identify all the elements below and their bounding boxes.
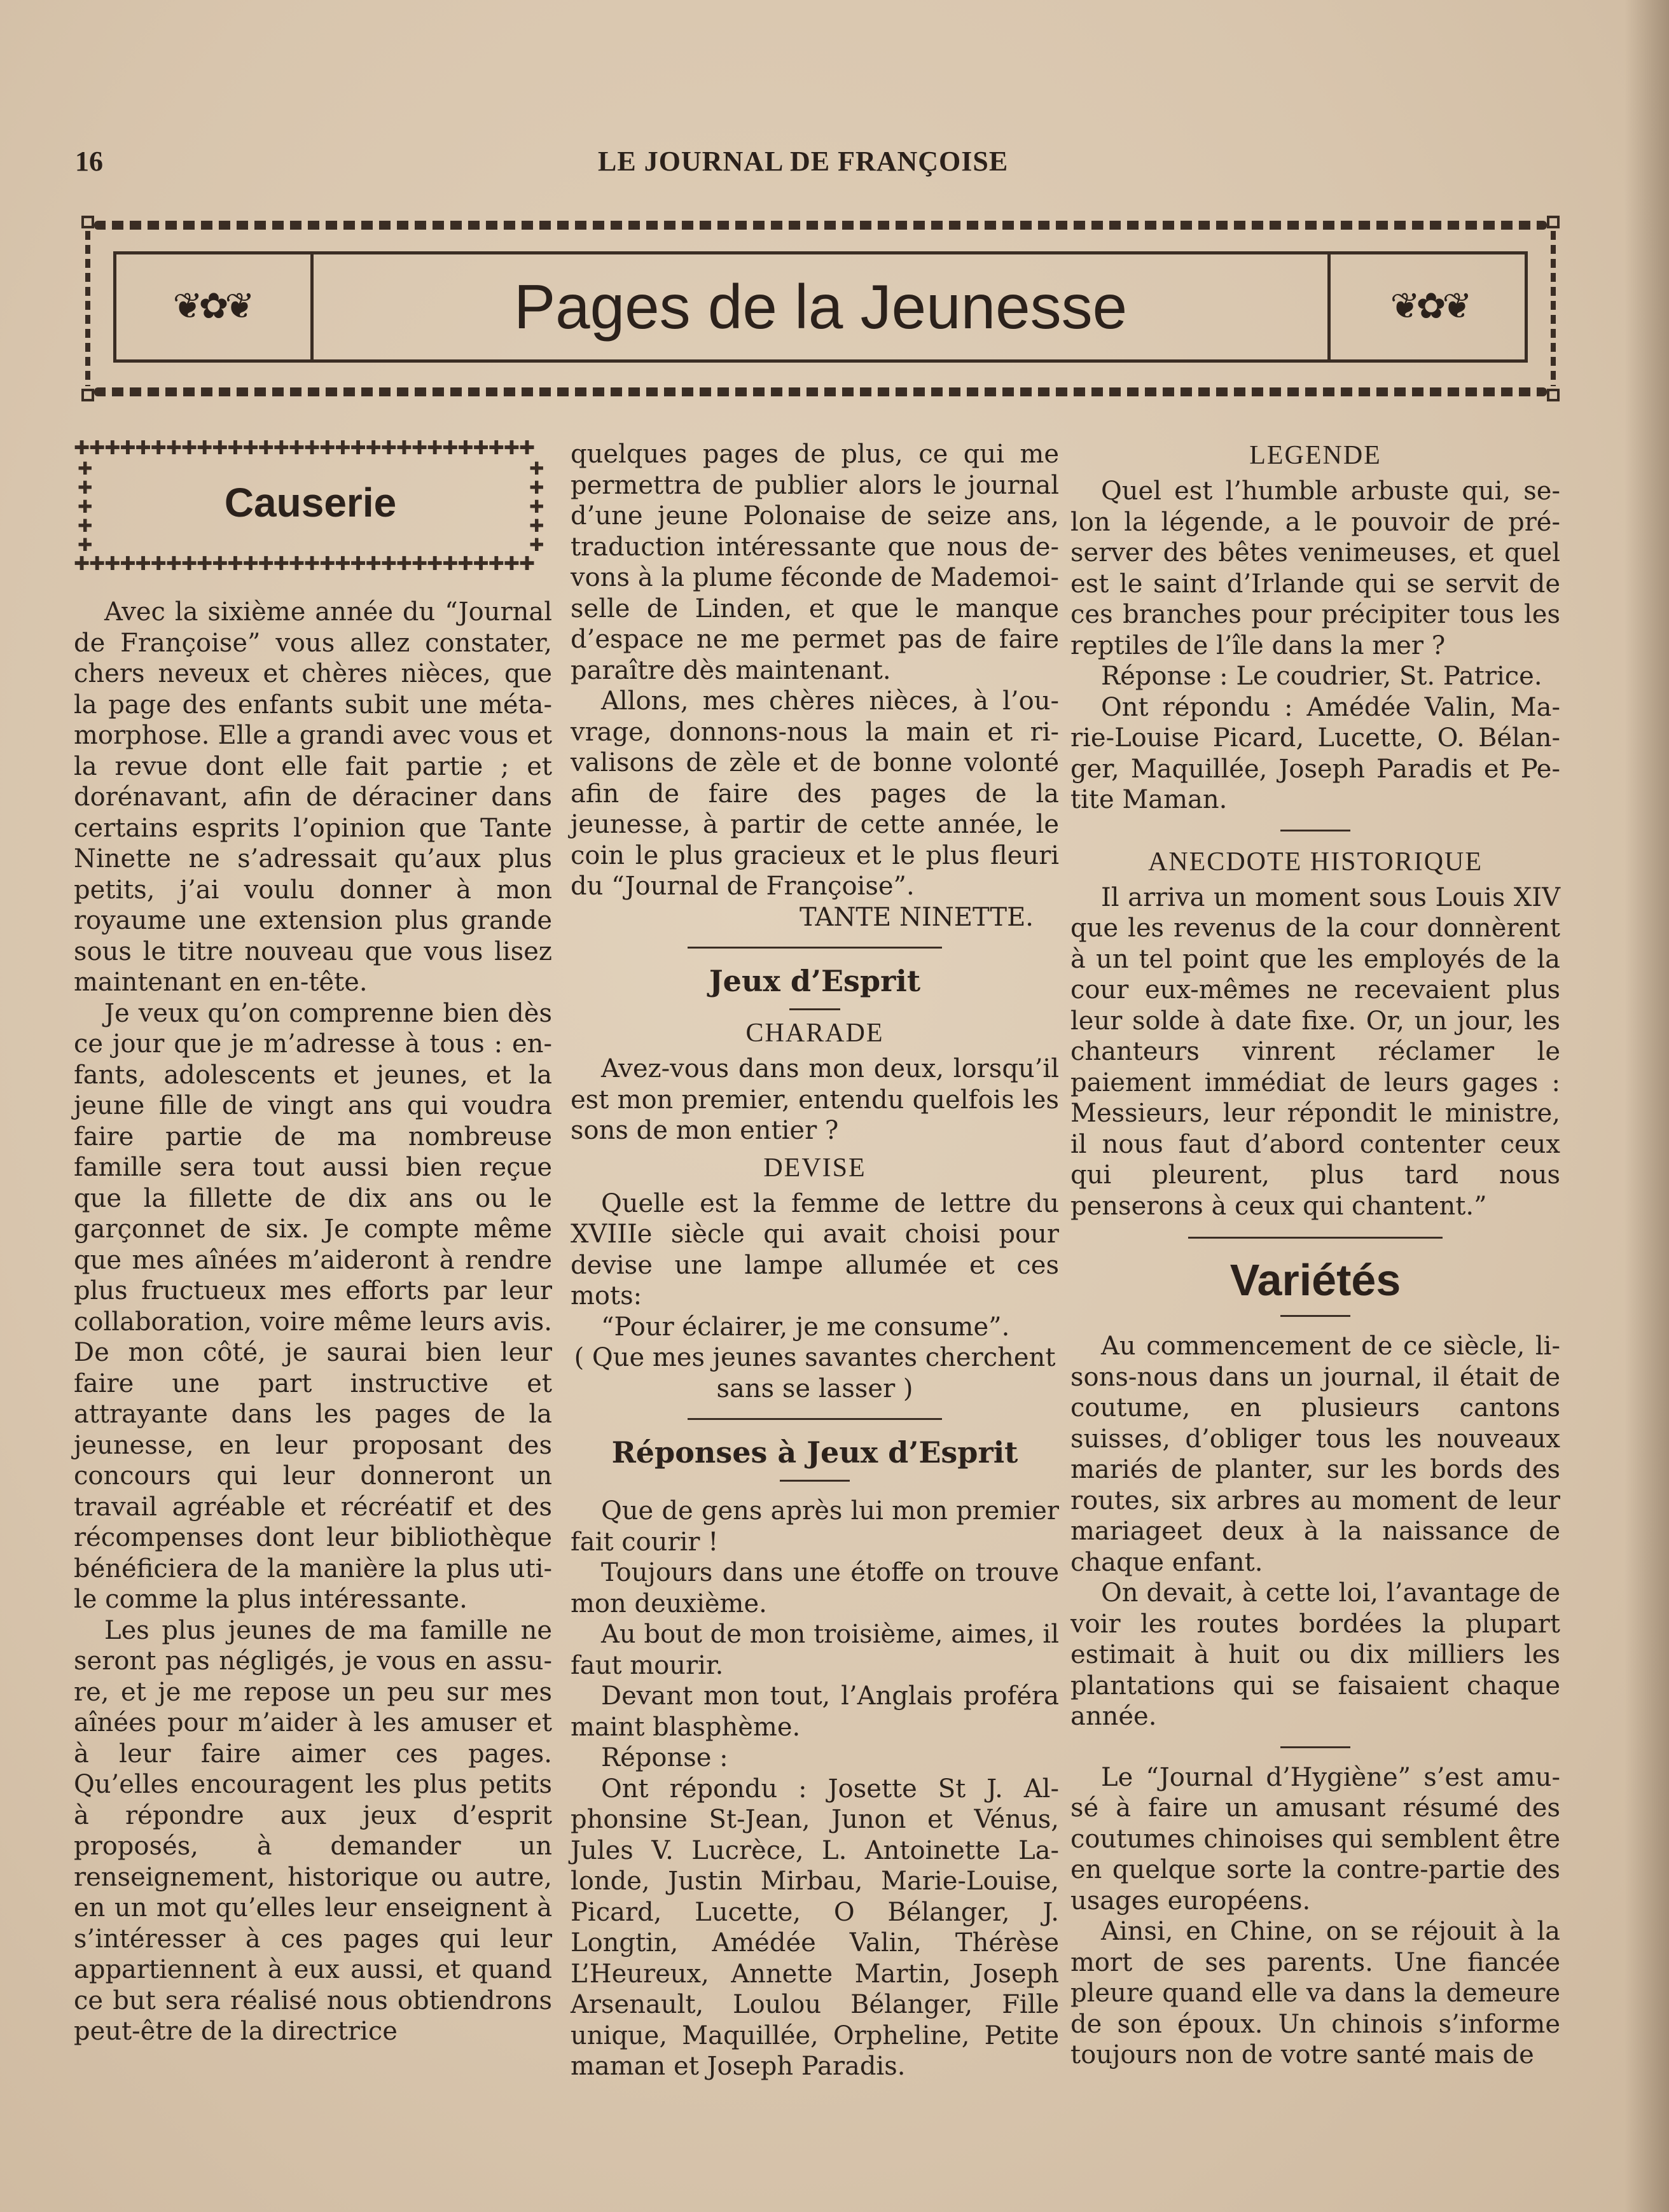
anecdote-text: Il arriva un moment sous Louis XIV que les revenus de la cour donnèrent à un tel point que les employés de la cour eux-mêmes ne recevaient plus leur solde à date fixe. Or, un jour, les chanteurs vinrent réclamer le paiement immédiat de leurs gages : Messieurs, leur répondit le ministre, il nous faut d’abord contenter ceux qui pleurent, plus tard nous penserons à ceux qui chantent.” [1070,882,1560,1221]
banner-box [113,251,1528,363]
legende-answer: Réponse : Le coudrier, St. Patrice. [1101,662,1542,691]
page-number: 16 [75,146,103,177]
title-underline [1280,1315,1350,1317]
reponses-line: Au bout de mon troisième, aimes, il faut mourir. [571,1620,1059,1680]
reponses-respondents: Ont répondu : Josette St J. Alphonsine St-Jean, Junon et Vénus, Jules V. Lucrèce, L. Antoinette Lalonde, Justin Mirbau, Marie-Louise, Picard, Lucette, O Bélanger, J. Longtin, Amédée Valin, Thérèse L’Heureux, Annette Martin, Joseph Arsenault, Loulou Bélanger, Fille unique, Maquillée, Orpheline, Petite maman et Joseph Paradis. [571,1774,1059,2081]
anecdote-title: ANECDOTE HISTORIQUE [1147,847,1483,877]
varietes-paragraph: On devait, à cette loi, l’avantage de voir les routes bordées la plupart estimait à huit ou dix milliers les plantations qui se faisaient chaque année. [1070,1578,1560,1731]
causerie-heading-box [74,439,547,585]
causerie-continuation: Allons, mes chères nièces, à l’ouvrage, donnons-nous la main et rivalisons de zèle et de bonne volonté afin de faire des pages de la jeunesse, à partir de cette année, le coin le plus gracieux et le plus fleuri du “Journal de Françoise”. [571,686,1059,901]
section-divider [1188,1237,1443,1239]
devise-text: Quelle est la femme de lettre du XVIIIe siècle qui avait choisi pour devise une lampe allumée et ces mots: [571,1188,1059,1311]
leaf-ornament-icon: ❦✿❦ [172,286,251,327]
signature: TANTE NINETTE. [800,902,1034,932]
legende-question: Quel est l’humble arbuste qui, selon la légende, a le pouvoir de préserver des bêtes venimeuses, et quel est le saint d’Irlande qui se servit de ces branches pour précipiter tous les reptiles de l’île dans la mer ? [1070,476,1560,660]
section-divider [1280,830,1350,831]
corner-ornament [81,216,94,228]
plus-border-left: ✚ ✚ ✚ ✚ ✚ [78,458,93,555]
leaf-ornament-icon: ❦✿❦ [1390,286,1469,327]
section-divider [688,947,942,949]
varietes-paragraph: Ainsi, en Chine, on se réjouit à la mort de ses parents. Une fiancée pleure quand elle va dans la demeure de son époux. Un chinois s’informe toujours non de votre santé mais de [1070,1917,1560,2069]
reponses-line: Réponse : [601,1743,728,1772]
varietes-paragraph: Au commencement de ce siècle, lisons-nous dans un journal, il était de coutume, en plusieurs cantons suisses, d’obliger tous les nouveaux mariés de planter, sur les bords des routes, six arbres au moment de leur mariageet deux à la naissance de chaque enfant. [1070,1332,1560,1577]
title-underline [780,1480,850,1482]
journal-title: LE JOURNAL DE FRANÇOISE [598,146,1009,177]
column-2 [571,439,1059,2082]
legende-title: LEGENDE [1249,441,1382,470]
reponses-line: Que de gens après lui mon premier fait courir ! [571,1496,1059,1557]
causerie-paragraph: Je veux qu’on comprenne bien dès ce jour que je m’adresse à tous : enfants, adolescents et jeunes, et la jeune fille de vingt ans qui voudra faire partie de ma nombreuse famille sera tout aussi bien reçue que la fillette de dix ans ou le garçonnet de six. Je compte même que mes aînées m’aideront à rendre plus fructueux mes efforts par leur collaboration, voire même leurs avis. De mon côté, je saurai bien leur faire une part instructive et attrayante dans les pages de la jeunesse, en leur proposant des concours qui leur donneront un travail agréable et récréatif et des récompenses dont leur bibliothèque bénéficiera de la manière la plus utile comme la plus intéressante. [74,998,552,1614]
varietes-title: Variétés [1229,1255,1401,1305]
ornament-border-right [1551,231,1556,386]
plus-border-top: ✚✚✚✚✚✚✚✚✚✚✚✚✚✚✚✚✚✚✚✚✚✚✚✚✚✚✚✚✚✚ [74,439,535,458]
devise-quote: “Pour éclairer, je me consume”. [601,1312,1010,1342]
reponses-line: Devant mon tout, l’Anglais proféra maint blasphème. [571,1681,1059,1742]
ornament-border-left [85,231,90,386]
varietes-paragraph: Le “Journal d’Hygiène” s’est amusé à faire un amusant résumé des coutumes chinoises qui semblent être en quelque sorte la contre-partie des usages européens. [1070,1762,1560,1916]
corner-ornament [1547,216,1560,228]
section-divider [1280,1746,1350,1748]
column-1 [74,439,552,2047]
gutter-shadow [1624,0,1669,2212]
charade-title: CHARADE [745,1019,884,1048]
reponses-title: Réponses à Jeux d’Esprit [611,1435,1018,1470]
charade-text: Avez-vous dans mon deux, lorsqu’il est mon premier, entendu quelfois les sons de mon entier ? [571,1054,1059,1145]
causerie-title: Causerie [224,480,397,525]
corner-ornament [1547,389,1560,401]
ornament-border-bottom [94,387,1547,396]
corner-ornament [81,389,94,401]
devise-note: ( Que mes jeunes savantes cherchent sans se lasser ) [574,1343,1056,1403]
running-head [0,145,1669,183]
section-banner [81,213,1560,404]
causerie-paragraph: Les plus jeunes de ma famille ne seront pas négligés, je vous en assure, et je me repose un peu sur mes aînées pour m’aider à les amuser et à leur faire aimer ces pages. Qu’elles encouragent les plus petits à répondre aux jeux d’esprit proposés, à demander un renseignement, historique ou autre, en un mot qu’elles leur enseignent à s’intéresser à ces pages qui leur appartiennent à eux aussi, et quand ce but sera réalisé nous obtiendrons peut-être de la directrice [74,1615,552,2046]
causerie-continuation: quelques pages de plus, ce qui me permettra de publier alors le journal d’une jeune Polonaise de seize ans, traduction intéressante que nous devons à la plume féconde de Mademoiselle de Linden, et que le manque d’espace ne me permet pas de faire paraître dès maintenant. [571,440,1059,685]
section-divider [688,1418,942,1420]
jeux-title: Jeux d’Esprit [709,964,921,998]
plus-border-right: ✚ ✚ ✚ ✚ ✚ [529,458,544,555]
devise-title: DEVISE [763,1153,866,1183]
causerie-paragraph: Avec la sixième année du “Journal de Françoise” vous allez constater, chers neveux et chères nièces, que la page des enfants subit une métamorphose. Elle a grandi avec vous et la revue dont elle fait partie ; et dorénavant, afin de déraciner dans certains esprits l’opinion que Tante Ninette ne s’adressait qu’aux plus petits, j’ai voulu donner à mon royaume une extension plus grande sous le titre nouveau que vous lisez maintenant en en-tête. [74,597,552,997]
ornament-border-top [94,221,1547,230]
banner-divider [1327,254,1331,359]
plus-border-bottom: ✚✚✚✚✚✚✚✚✚✚✚✚✚✚✚✚✚✚✚✚✚✚✚✚✚✚✚✚✚✚ [74,555,535,574]
title-underline [789,1008,840,1010]
column-3 [1070,439,1560,2071]
reponses-line: Toujours dans une étoffe on trouve mon deuxième. [571,1558,1059,1618]
banner-title: Pages de la Jeunesse [513,272,1128,342]
legende-respondents: Ont répondu : Amédée Valin, Marie-Louise Picard, Lucette, O. Bélanger, Maquillée, Joseph Paradis et Petite Maman. [1070,692,1560,814]
